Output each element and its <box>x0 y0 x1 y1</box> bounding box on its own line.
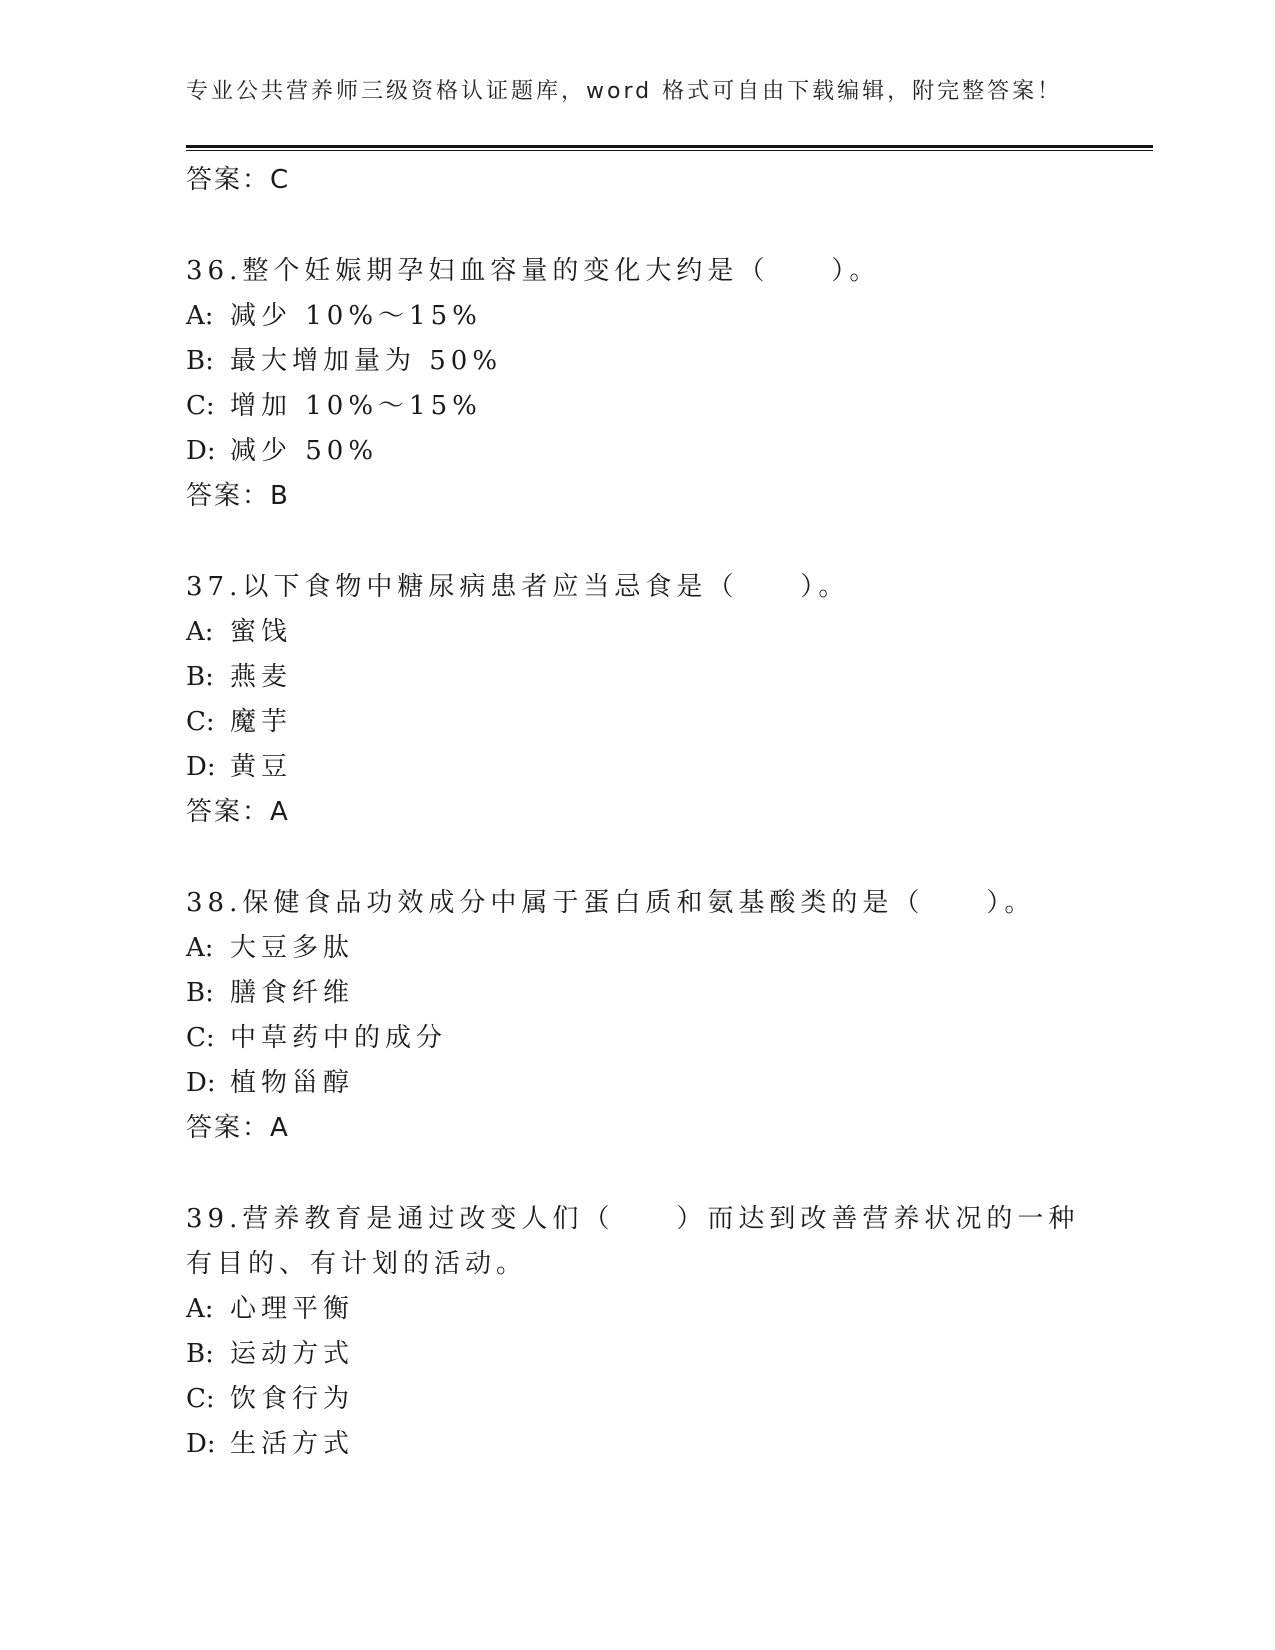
option-b <box>186 339 1086 384</box>
option-label: B: <box>186 978 214 1008</box>
option-c <box>186 700 1086 745</box>
option-c <box>186 1016 1086 1061</box>
option-text: 生活方式 <box>230 1429 355 1459</box>
option-text: 大豆多肽 <box>230 933 355 963</box>
option-d <box>186 745 1086 790</box>
option-d <box>186 429 1086 474</box>
option-label: B: <box>186 346 214 376</box>
question-text: 36.整个妊娠期孕妇血容量的变化大约是（ ）。 <box>186 256 881 286</box>
option-label: A: <box>186 933 214 963</box>
option-label: A: <box>186 1294 214 1324</box>
option-d <box>186 1061 1086 1106</box>
option-label: D: <box>186 436 216 466</box>
question-37 <box>186 565 1086 835</box>
option-b <box>186 655 1086 700</box>
option-text: 植物甾醇 <box>230 1068 355 1098</box>
option-label: C: <box>186 707 215 737</box>
answer-line: 答案：C <box>186 165 291 195</box>
option-text: 中草药中的成分 <box>230 1023 448 1053</box>
question-text: 38.保健食品功效成分中属于蛋白质和氨基酸类的是（ ）。 <box>186 888 1036 918</box>
option-text: 减少 10%～15% <box>230 301 482 331</box>
option-text: 蜜饯 <box>230 617 293 647</box>
option-text: 饮食行为 <box>230 1384 355 1414</box>
answer-line: 答案：B <box>186 481 290 511</box>
question-38 <box>186 881 1086 1151</box>
option-label: A: <box>186 617 214 647</box>
option-b <box>186 1332 1086 1377</box>
option-text: 运动方式 <box>230 1339 355 1369</box>
option-c <box>186 384 1086 429</box>
option-label: B: <box>186 662 214 692</box>
question-text: 39.营养教育是通过改变人们（ ）而达到改善营养状况的一种有目的、有计划的活动。 <box>186 1204 1080 1279</box>
option-text: 最大增加量为 50% <box>230 346 503 376</box>
answer-line: 答案：A <box>186 1113 290 1143</box>
option-b <box>186 971 1086 1016</box>
page-header: 专业公共营养师三级资格认证题库，word 格式可自由下载编辑，附完整答案！ <box>186 79 1063 104</box>
option-text: 减少 50% <box>230 436 379 466</box>
option-label: D: <box>186 752 216 782</box>
answer-line: 答案：A <box>186 797 290 827</box>
option-text: 燕麦 <box>230 662 293 692</box>
option-text: 膳食纤维 <box>230 978 355 1008</box>
option-a <box>186 926 1086 971</box>
question-text: 37.以下食物中糖尿病患者应当忌食是（ ）。 <box>186 572 850 602</box>
option-d <box>186 1422 1086 1467</box>
option-label: D: <box>186 1429 216 1459</box>
question-content <box>186 158 1086 1467</box>
header-rule-thin <box>186 150 1153 151</box>
question-36 <box>186 249 1086 519</box>
option-label: C: <box>186 391 215 421</box>
option-label: B: <box>186 1339 214 1369</box>
question-39 <box>186 1197 1086 1467</box>
option-label: C: <box>186 1384 215 1414</box>
header-rule-thick <box>186 145 1153 148</box>
option-label: A: <box>186 301 214 331</box>
option-text: 黄豆 <box>230 752 293 782</box>
option-text: 魔芋 <box>230 707 293 737</box>
option-label: C: <box>186 1023 215 1053</box>
option-text: 心理平衡 <box>230 1294 355 1324</box>
option-a <box>186 610 1086 655</box>
option-a <box>186 1287 1086 1332</box>
option-a <box>186 294 1086 339</box>
option-c <box>186 1377 1086 1422</box>
option-text: 增加 10%～15% <box>230 391 482 421</box>
option-label: D: <box>186 1068 216 1098</box>
